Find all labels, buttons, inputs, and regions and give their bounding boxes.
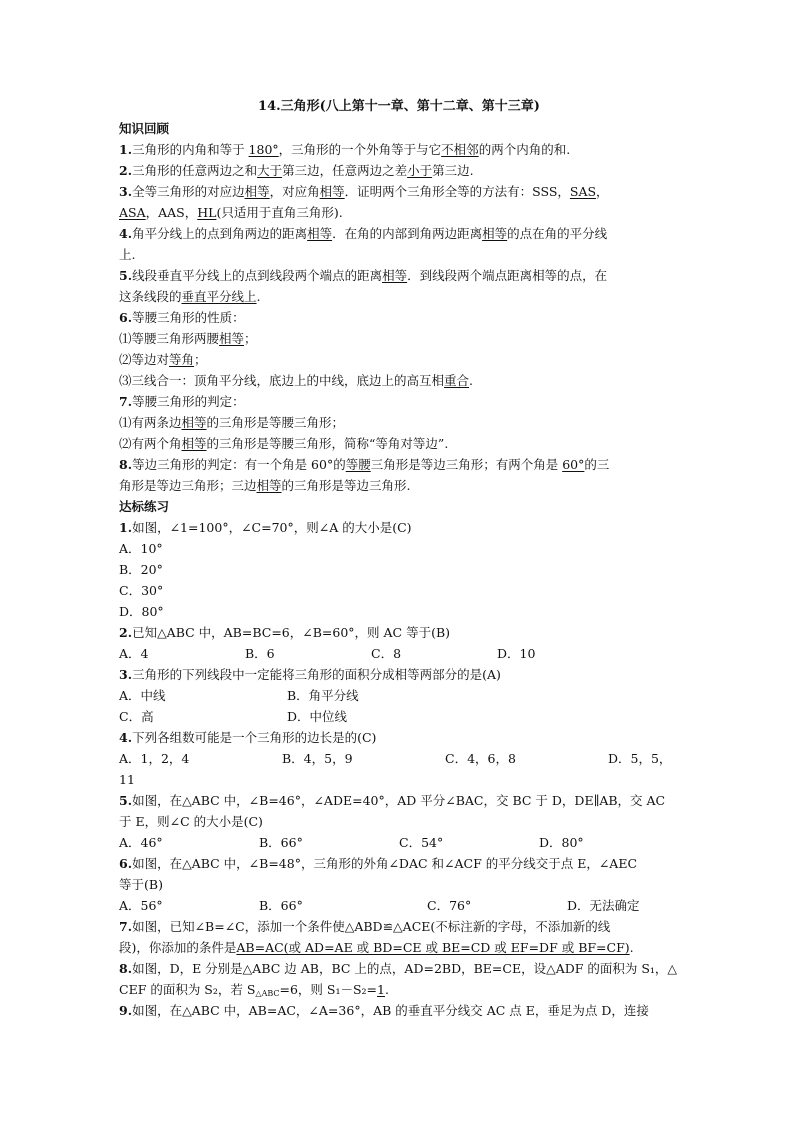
answer-blank: 相等 (319, 184, 345, 199)
review-line (119, 349, 679, 370)
review-text: (只适用于直角三角形). (216, 205, 343, 220)
review-text: 线段垂直平分线上的点到线段两个端点的距离 (132, 268, 383, 283)
question-text: 下列各组数可能是一个三角形的边长是的(C) (132, 730, 377, 745)
question-number: 1. (119, 520, 133, 535)
review-line (119, 286, 679, 307)
review-text: 角形是等边三角形；三边 (119, 478, 257, 493)
question-number: 6. (119, 856, 133, 871)
review-line (119, 328, 679, 349)
question-text: 如图，在△ABC 中，∠B=46°，∠ADE=40°，AD 平分∠BAC，交 BC 于 D，DE∥AB，交 AC (132, 793, 666, 808)
review-line (119, 475, 679, 496)
review-text: ⑵有两个角 (119, 436, 182, 451)
option: C．30° (119, 583, 164, 598)
question-text: =6，则 S₁－S₂= (279, 982, 378, 997)
review-text: 的三角形是等腰三角形，简称“等角对等边”. (206, 436, 449, 451)
answer-blank: 重合 (444, 373, 470, 388)
review-text: . (256, 289, 261, 304)
item-number: 4. (119, 226, 133, 241)
option: A．1，2，4 (119, 751, 190, 766)
question-number: 4. (119, 730, 133, 745)
item-number: 1. (119, 142, 133, 157)
review-text: 全等三角形的对应边 (132, 184, 245, 199)
option: D．中位线 (287, 709, 348, 724)
review-line (119, 370, 679, 391)
review-list (119, 139, 679, 496)
option: B．4，5，9 (282, 751, 353, 766)
review-text: 的三角形是等边三角形. (281, 478, 411, 493)
answer-blank: 相等 (256, 478, 282, 493)
question-3 (119, 664, 679, 685)
question-text: 如图，在△ABC 中，AB=AC，∠A=36°，AB 的垂直平分线交 AC 点 E，垂足为点 D，连接 (132, 1003, 649, 1018)
option: C．4，6，8 (445, 751, 516, 766)
review-text: 三角形的内角和等于 (132, 142, 249, 157)
review-text: 的两个内角的和. (478, 142, 571, 157)
review-text: 的三角形是等腰三角形； (206, 415, 345, 430)
review-line (119, 307, 679, 328)
answer-blank: 等角 (169, 352, 195, 367)
review-text: ．到线段两个端点距离相等的点，在 (407, 268, 608, 283)
question-text: 如图，D，E 分别是△ABC 边 AB，BC 上的点，AD=2BD，BE=CE，设△ADF 的面积为 S₁，△ (132, 961, 678, 976)
answer-blank: SAS (569, 184, 597, 199)
question-number: 2. (119, 625, 133, 640)
review-line (119, 412, 679, 433)
review-text: 等腰三角形的性质： (132, 310, 245, 325)
review-text: 上. (119, 247, 136, 262)
question-7 (119, 916, 679, 937)
question-text-continuation: 于 E，则∠C 的大小是(C) (119, 814, 263, 829)
question-2 (119, 622, 679, 643)
question-9 (119, 1000, 679, 1021)
option: B．6 (245, 646, 275, 661)
options-row (119, 832, 679, 853)
question-text: 如图，已知∠B=∠C，添加一个条件使△ABD≌△ACE(不标注新的字母，不添加新的线 (132, 919, 611, 934)
question-text-continuation (119, 979, 679, 1000)
review-text: . (469, 373, 474, 388)
review-text: 这条线段的 (119, 289, 182, 304)
review-text: ⑵等边对 (119, 352, 170, 367)
question-5 (119, 790, 679, 811)
option: D．5，5， (608, 751, 672, 766)
review-text: ， (596, 184, 609, 199)
review-text: ，对应角 (269, 184, 320, 199)
item-number: 2. (119, 163, 133, 178)
option: A．10° (119, 541, 163, 556)
answer-blank: 相等 (244, 184, 270, 199)
option: A．中线 (119, 688, 166, 703)
question-text: 已知△ABC 中，AB=BC=6，∠B=60°，则 AC 等于(B) (132, 625, 451, 640)
options-row (119, 895, 679, 916)
option: A．56° (119, 898, 163, 913)
item-number: 8. (119, 457, 133, 472)
punctuation: . (629, 940, 634, 955)
review-text: ⑴有两条边 (119, 415, 182, 430)
question-text: 三角形的下列线段中一定能将三角形的面积分成相等两部分的是(A) (132, 667, 501, 682)
option: C．8 (371, 646, 402, 661)
page-title: 14.三角形(八上第十一章、第十二章、第十三章) (258, 99, 540, 114)
review-line (119, 433, 679, 454)
review-line (119, 244, 679, 265)
answer-blank: 相等 (307, 226, 333, 241)
answer-blank: 相等 (181, 415, 207, 430)
option: C．76° (427, 898, 472, 913)
review-text: ⑶三线合一：顶角平分线，底边上的中线，底边上的高互相 (119, 373, 445, 388)
question-number: 3. (119, 667, 133, 682)
review-text: 角平分线上的点到角两边的距离 (132, 226, 308, 241)
review-line (119, 139, 679, 160)
review-text: 第三边. (432, 163, 474, 178)
answer-blank: 180° (248, 142, 279, 157)
answer-blank: 等腰 (345, 457, 371, 472)
option: C．54° (399, 835, 444, 850)
answer-blank: 垂直平分线上 (181, 289, 257, 304)
question-number: 9. (119, 1003, 133, 1018)
item-number: 7. (119, 394, 133, 409)
answer-blank: 小于 (407, 163, 433, 178)
options-row (119, 643, 679, 664)
review-text: 等腰三角形的判定： (132, 394, 245, 409)
section-heading-review: 知识回顾 (119, 121, 170, 136)
option: D．80° (119, 604, 164, 619)
answer-blank: 大于 (257, 163, 283, 178)
document-page (119, 96, 679, 1021)
option-continuation: 11 (119, 772, 135, 787)
answer-blank: 相等 (382, 268, 408, 283)
review-text: ⑴等腰三角形两腰 (119, 331, 220, 346)
option: B．20° (119, 562, 163, 577)
question-4 (119, 727, 679, 748)
option: A．4 (119, 646, 149, 661)
question-text-continuation: 等于(B) (119, 877, 163, 892)
review-text: ．在角的内部到角两边距离 (332, 226, 483, 241)
item-number: 3. (119, 184, 133, 199)
question-8 (119, 958, 679, 979)
review-line (119, 391, 679, 412)
question-text: 段)，你添加的条件是 (119, 940, 237, 955)
review-text: 三角形的任意两边之和 (132, 163, 258, 178)
option: C．高 (119, 709, 154, 724)
question-number: 8. (119, 961, 133, 976)
review-line (119, 265, 679, 286)
review-text: 的点在角的平分线 (507, 226, 608, 241)
answer-blank: 60° (562, 457, 585, 472)
review-text: 第三边，任意两边之差 (282, 163, 408, 178)
review-text: ； (194, 352, 207, 367)
question-number: 7. (119, 919, 133, 934)
review-line (119, 160, 679, 181)
question-6 (119, 853, 679, 874)
question-text: 如图，在△ABC 中，∠B=48°，三角形的外角∠DAC 和∠ACF 的平分线交于点 E，∠AEC (132, 856, 638, 871)
punctuation: . (384, 982, 389, 997)
answer-blank: 不相邻 (441, 142, 479, 157)
option: D．10 (497, 646, 536, 661)
option: B．角平分线 (287, 688, 359, 703)
review-text: ．证明两个三角形全等的方法有：SSS， (344, 184, 570, 199)
option: D．无法确定 (567, 898, 640, 913)
question-number: 5. (119, 793, 133, 808)
answer-blank: AB=AC(或 AD=AE 或 BD=CE 或 BE=CD 或 EF=DF 或 BF=CF) (236, 940, 630, 955)
option: B．66° (259, 898, 303, 913)
options-row (119, 706, 679, 727)
item-number: 6. (119, 310, 133, 325)
answer-blank: HL (197, 205, 217, 220)
answer-blank: 相等 (181, 436, 207, 451)
question-text-continuation (119, 937, 679, 958)
answer-blank: 相等 (219, 331, 245, 346)
review-line (119, 202, 679, 223)
option: A．46° (119, 835, 163, 850)
review-text: ，AAS， (145, 205, 198, 220)
options-row (119, 748, 679, 769)
question-1 (119, 517, 679, 538)
answer-blank: 相等 (482, 226, 508, 241)
answer-blank: 1 (377, 982, 385, 997)
review-line (119, 181, 679, 202)
review-text: ； (244, 331, 257, 346)
options-row (119, 685, 679, 706)
review-text: 三角形是等边三角形；有两个角是 (370, 457, 563, 472)
option: D．80° (539, 835, 584, 850)
question-text: 如图，∠1=100°，∠C=70°，则∠A 的大小是(C) (132, 520, 412, 535)
subscript: △ABC (255, 989, 280, 998)
section-heading-practice: 达标练习 (119, 499, 170, 514)
item-number: 5. (119, 268, 133, 283)
review-line (119, 223, 679, 244)
option: B．66° (259, 835, 303, 850)
review-line (119, 454, 679, 475)
review-text: ，三角形的一个外角等于与它 (278, 142, 442, 157)
answer-blank: ASA (119, 205, 146, 220)
review-text: 等边三角形的判定：有一个角是 60°的 (132, 457, 346, 472)
review-text: 的三 (584, 457, 610, 472)
question-text: CEF 的面积为 S₂，若 S (119, 982, 256, 997)
